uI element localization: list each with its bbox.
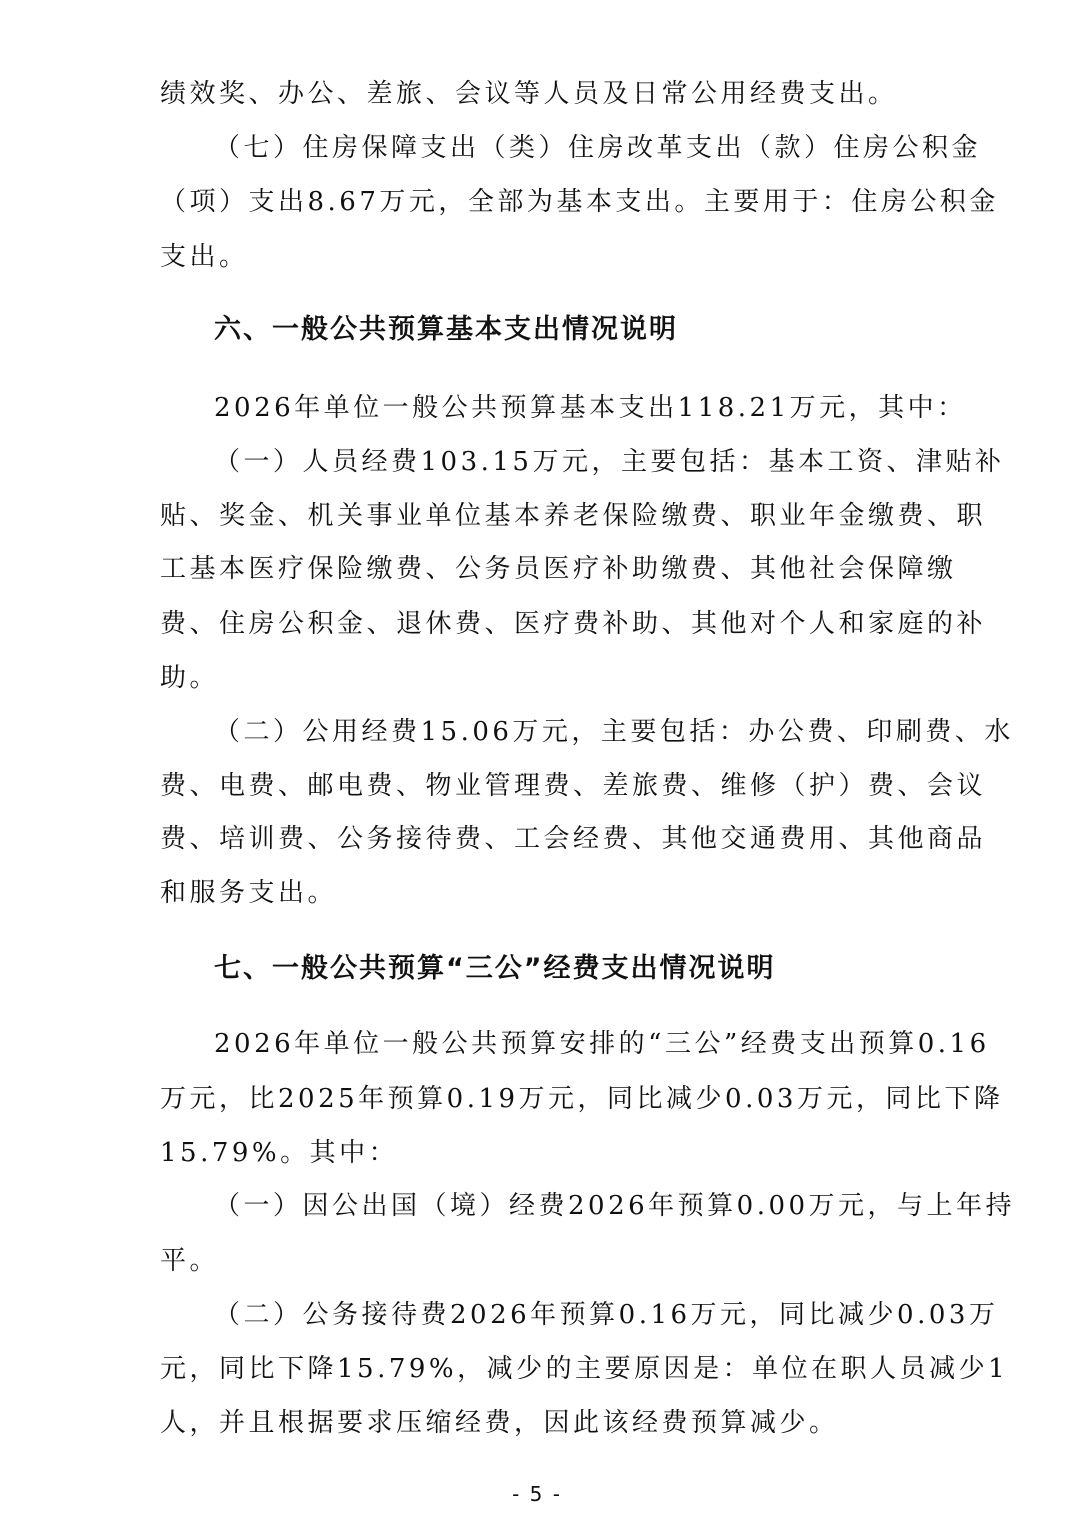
paragraph-line: 绩效奖、办公、差旅、会议等人员及日常公用经费支出。 <box>160 79 898 109</box>
paragraph-line: 助。 <box>160 663 220 693</box>
paragraph-line: 支出。 <box>160 242 249 272</box>
paragraph-line: 15.79%。其中： <box>160 1138 399 1168</box>
paragraph-line: 2026年单位一般公共预算安排的“三公”经费支出预算0.16 <box>214 1029 990 1059</box>
paragraph-line: （项）支出8.67万元，全部为基本支出。主要用于：住房公积金 <box>160 187 999 217</box>
paragraph-line: 元，同比下降15.79%，减少的主要原因是：单位在职人员减少1 <box>160 1354 1009 1384</box>
paragraph-line: （二）公用经费15.06万元，主要包括：办公费、印刷费、水 <box>214 717 1014 747</box>
paragraph-line: 万元，比2025年预算0.19万元，同比减少0.03万元，同比下降 <box>160 1084 1004 1114</box>
paragraph-line: （二）公务接待费2026年预算0.16万元，同比减少0.03万 <box>214 1300 999 1330</box>
paragraph-line: （一）因公出国（境）经费2026年预算0.00万元，与上年持 <box>214 1191 1016 1221</box>
paragraph-line: （七）住房保障支出（类）住房改革支出（款）住房公积金 <box>214 133 982 163</box>
paragraph-line: 平。 <box>160 1246 220 1276</box>
paragraph-line: 和服务支出。 <box>160 878 338 908</box>
paragraph-line: 人，并且根据要求压缩经费，因此该经费预算减少。 <box>160 1408 839 1438</box>
section-heading: 七、一般公共预算“三公”经费支出情况说明 <box>214 953 776 984</box>
paragraph-line: 费、培训费、公务接待费、工会经费、其他交通费用、其他商品 <box>160 824 987 854</box>
paragraph-line: 费、电费、邮电费、物业管理费、差旅费、维修（护）费、会议 <box>160 771 987 801</box>
paragraph-line: 贴、奖金、机关事业单位基本养老保险缴费、职业年金缴费、职 <box>160 501 987 531</box>
paragraph-line: 费、住房公积金、退休费、医疗费补助、其他对个人和家庭的补 <box>160 609 987 639</box>
paragraph-line: 2026年单位一般公共预算基本支出118.21万元，其中： <box>214 393 967 423</box>
paragraph-line: （一）人员经费103.15万元，主要包括：基本工资、津贴补 <box>214 447 1005 477</box>
page-number: - 5 - <box>512 1482 562 1506</box>
section-heading: 六、一般公共预算基本支出情况说明 <box>214 314 678 345</box>
paragraph-line: 工基本医疗保险缴费、公务员医疗补助缴费、其他社会保障缴 <box>160 554 957 584</box>
